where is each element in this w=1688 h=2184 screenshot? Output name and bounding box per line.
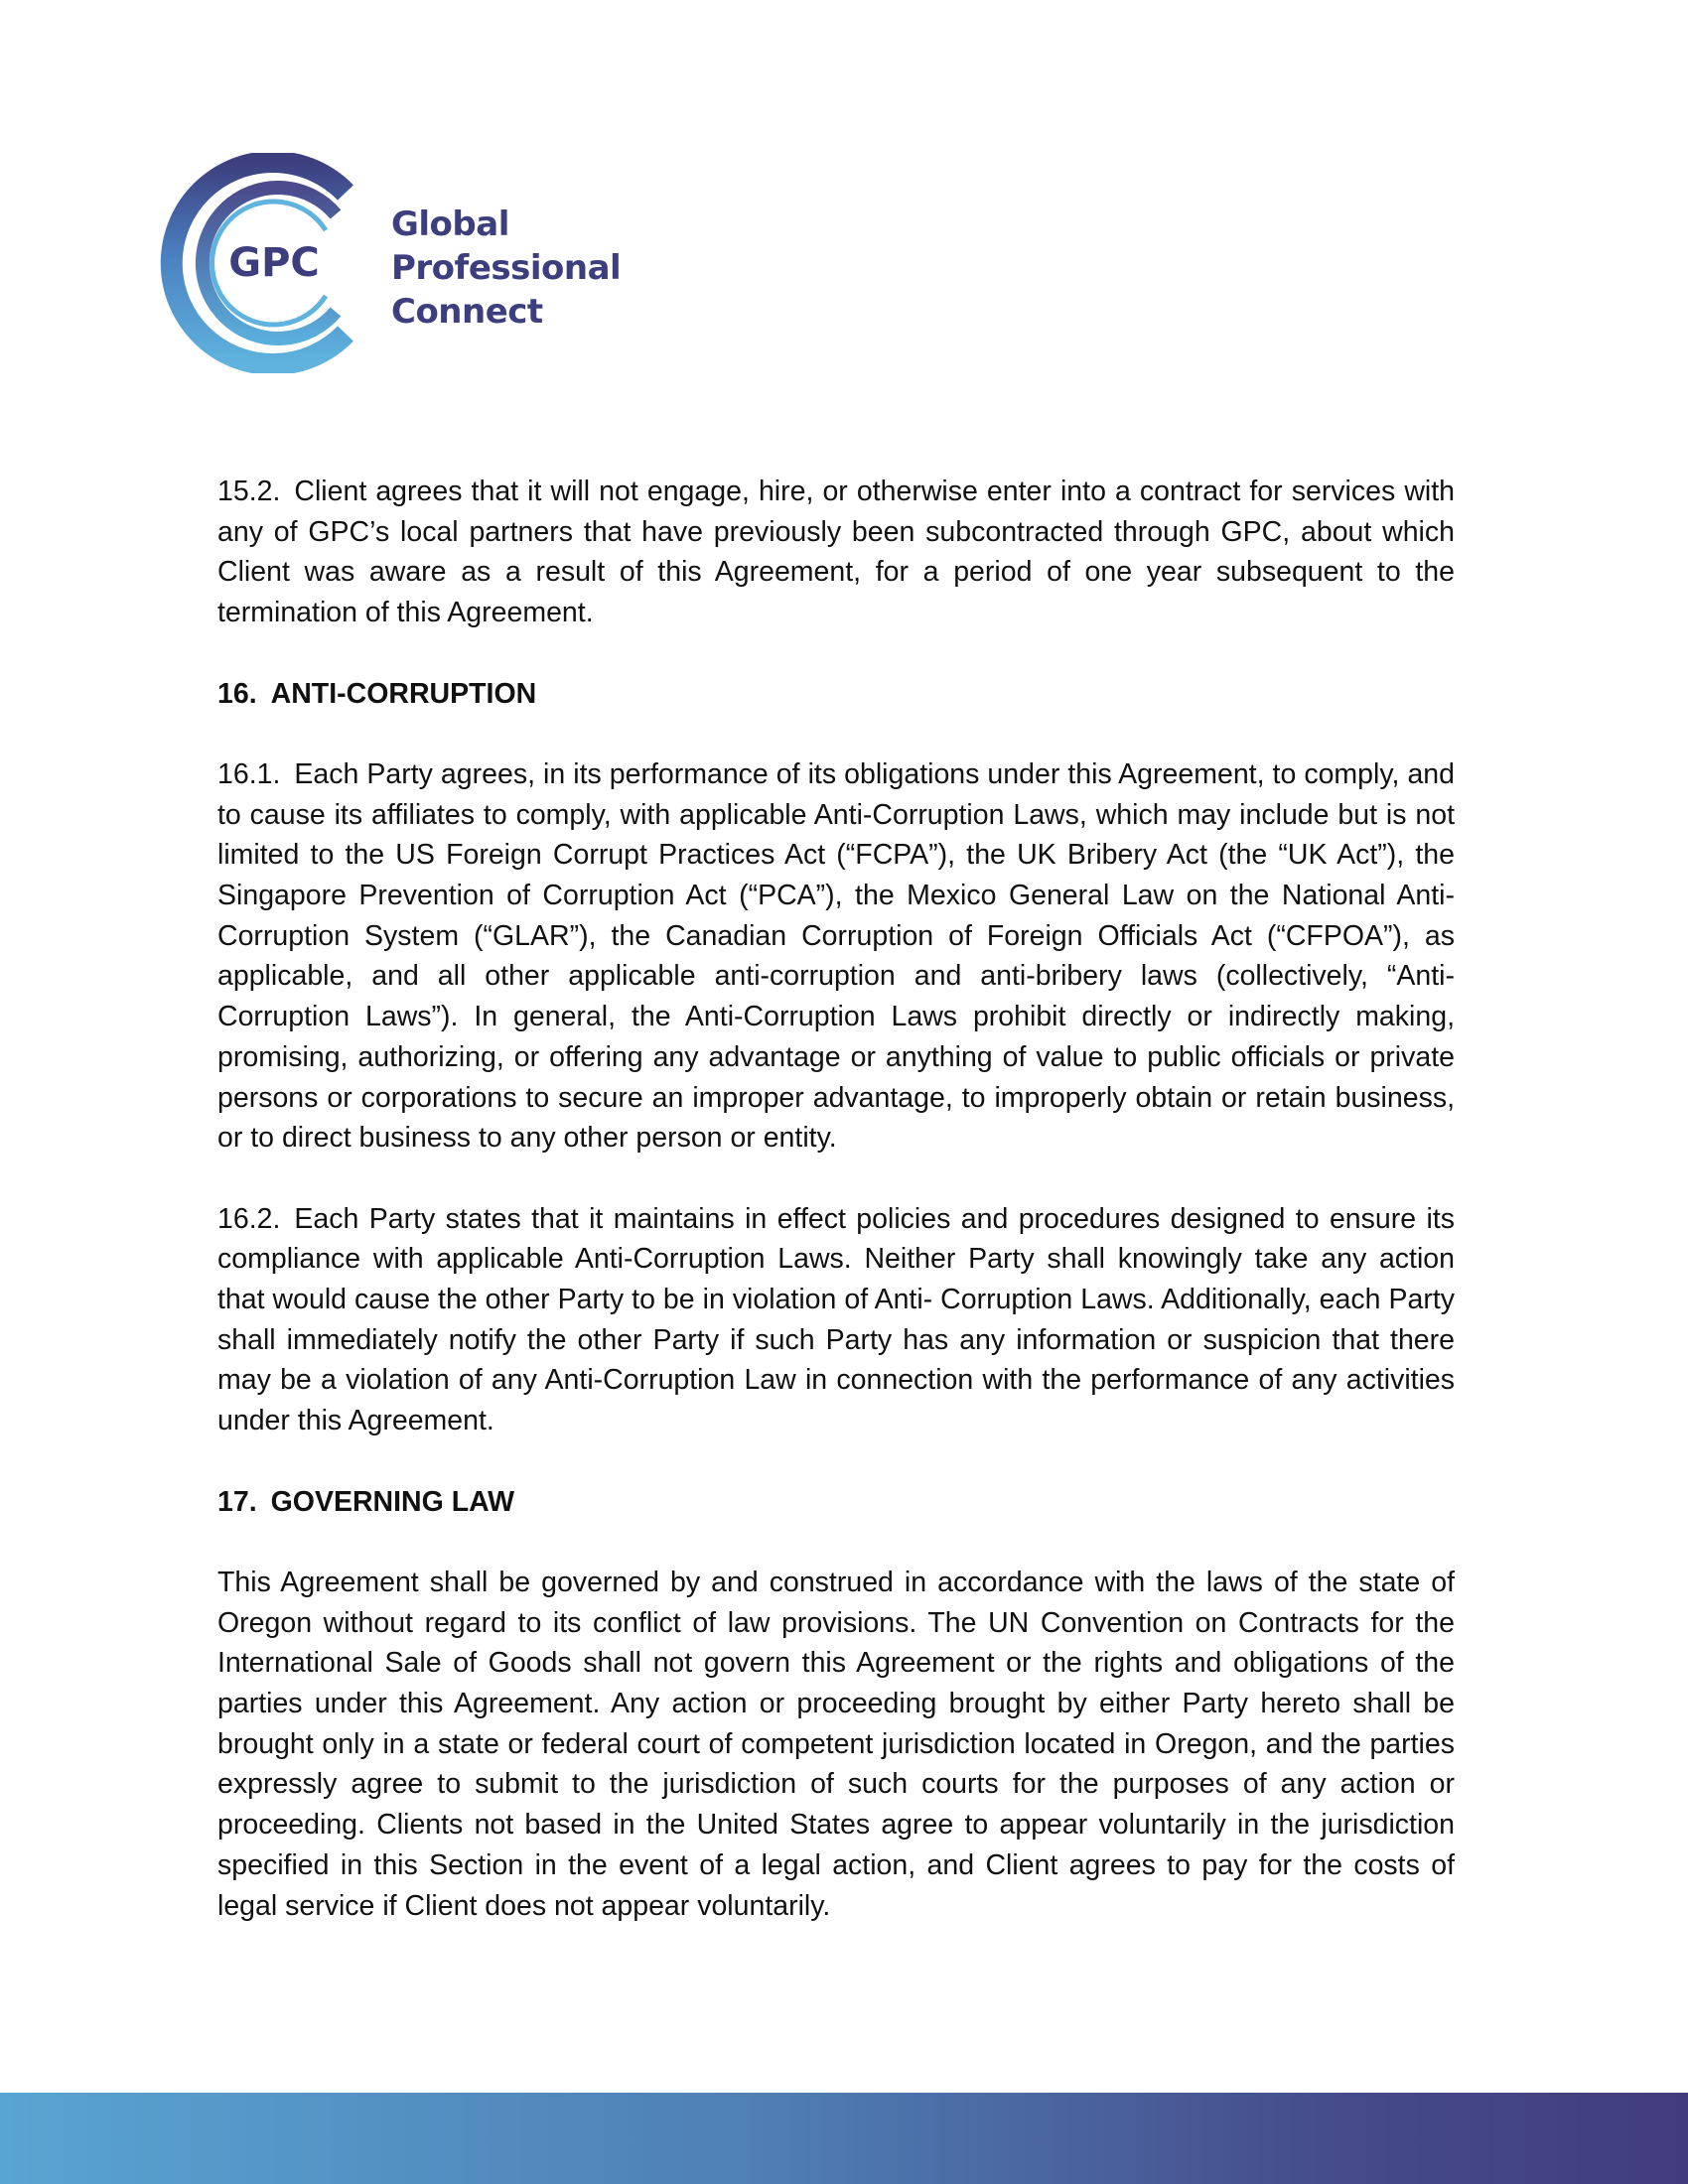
- clause-number: 16.2.: [217, 1202, 281, 1235]
- clause-15-2: [217, 472, 1455, 633]
- logo-line-connect: Connect: [391, 292, 543, 332]
- section-number: 16.: [217, 677, 257, 710]
- company-logo: [147, 153, 663, 373]
- section-number: 17.: [217, 1485, 257, 1518]
- clause-text: Client agrees that it will not engage, hire, or otherwise enter into a contract for services with any of GPC’s local partners that have previously been subcontracted through GPC, about which Client was aware as a result of this Agreement, for a period of one year subsequent to the termination of this Agreement.: [217, 476, 1455, 629]
- document-body: [217, 472, 1455, 1926]
- clause-number: 16.1.: [217, 757, 281, 790]
- clause-text: This Agreement shall be governed by and construed in accordance with the laws of the state of Oregon without regard to its conflict of law provisions. The UN Convention on Contracts for the International Sale of Goods shall not govern this Agreement or the rights and obligations of the parties under this Agreement. Any action or proceeding brought by either Party hereto shall be brought only in a state or federal court of competent jurisdiction located in Oregon, and the parties expressly agree to submit to the jurisdiction of such courts for the purposes of any action or proceeding. Clients not based in the United States agree to appear voluntarily in the jurisdiction specified in this Section in the event of a legal action, and Client agrees to pay for the costs of legal service if Client does not appear voluntarily.: [217, 1566, 1455, 1922]
- logo-line-global: Global: [391, 205, 509, 244]
- section-title: ANTI-CORRUPTION: [270, 677, 537, 710]
- gpc-logo-mark: [147, 153, 385, 373]
- footer-gradient-bar: [0, 2093, 1688, 2184]
- clause-16-2: [217, 1199, 1455, 1441]
- clause-17: [217, 1563, 1455, 1926]
- section-title: GOVERNING LAW: [270, 1485, 515, 1518]
- clause-text: Each Party agrees, in its performance of its obligations under this Agreement, to comply, and to cause its affiliates to comply, with applicable Anti-Corruption Laws, which may include but is not limited to the US Foreign Corrupt Practices Act (“FCPA”), the UK Bribery Act (the “UK Act”), the Singapore Prevention of Corruption Act (“PCA”), the Mexico General Law on the National Anti-Corruption System (“GLAR”), the Canadian Corruption of Foreign Officials Act (“CFPOA”), as applicable, and all other applicable anti-corruption and anti-bribery laws (collectively, “Anti-Corruption Laws”). In general, the Anti-Corruption Laws prohibit directly or indirectly making, promising, authorizing, or offering any advantage or anything of value to public officials or private persons or corporations to secure an improper advantage, to improperly obtain or retain business, or to direct business to any other person or entity.: [217, 757, 1455, 1155]
- clause-number: 15.2.: [217, 476, 281, 507]
- logo-mark-text: GPC: [228, 240, 320, 286]
- section-heading-16: [217, 674, 1455, 715]
- logo-line-professional: Professional: [391, 248, 622, 288]
- logo-wordmark: [391, 203, 621, 334]
- clause-16-1: [217, 754, 1455, 1159]
- clause-text: Each Party states that it maintains in effect policies and procedures designed to ensure its compliance with applicable Anti-Corruption Laws. Neither Party shall knowingly take any action that would cause the other Party to be in violation of Anti- Corruption Laws. Additionally, each Party shall immediately notify the other Party if such Party has any information or suspicion that there may be a violation of any Anti-Corruption Law in connection with the performance of any activities under this Agreement.: [217, 1202, 1455, 1437]
- section-heading-17: [217, 1482, 1455, 1523]
